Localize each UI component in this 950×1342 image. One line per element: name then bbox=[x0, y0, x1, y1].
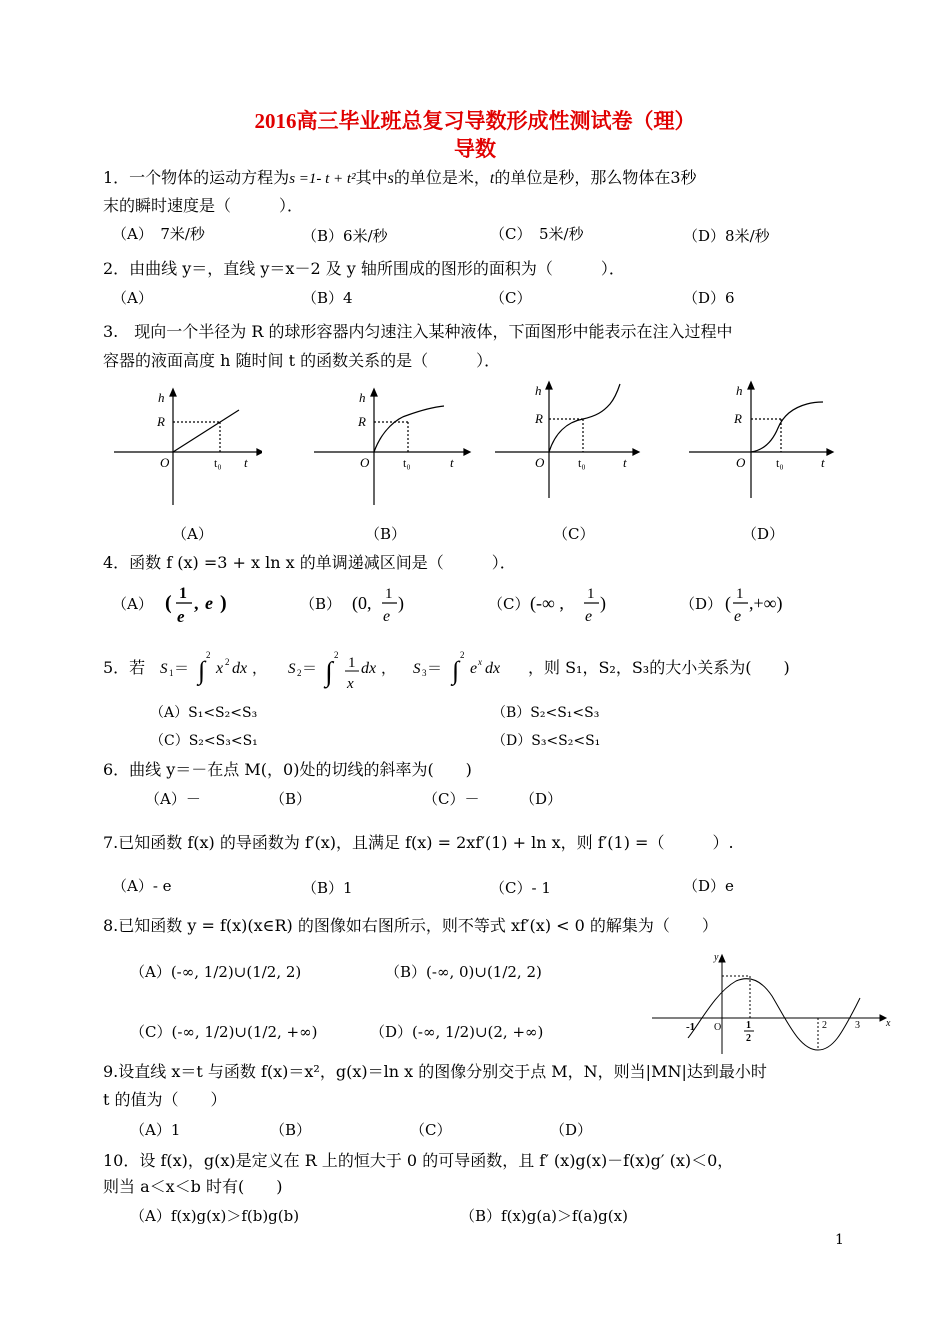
tick-neg1: -1 bbox=[686, 1021, 696, 1033]
q3-option-c: （C） bbox=[553, 525, 595, 543]
q2-option-c: （C） bbox=[490, 289, 532, 307]
svg-text:e: e bbox=[177, 607, 185, 626]
r-label: R bbox=[157, 414, 165, 429]
question-1-text: 1．一个物体的运动方程为s =1- t + t²其中s的单位是米，t的单位是秒，那么物体在3秒 bbox=[103, 168, 697, 187]
question-6-text: 6．曲线 y＝－在点 M(，0)处的切线的斜率为( ) bbox=[103, 760, 472, 779]
q9-option-d: （D） bbox=[550, 1121, 593, 1139]
t0-label: t₀ bbox=[403, 456, 411, 470]
svg-text:x: x bbox=[347, 676, 354, 692]
svg-text:∫: ∫ bbox=[452, 656, 460, 685]
page-number: 1 bbox=[835, 1232, 844, 1248]
question-3-line1: 3. 现向一个半径为 R 的球形容器内匀速注入某种液体，下面图形中能表示在注入过程中 bbox=[103, 322, 733, 341]
q7-option-a: （A）- e bbox=[112, 877, 172, 895]
page-title: 2016高三毕业班总复习导数形成性测试卷（理） bbox=[254, 109, 696, 133]
svg-text:1: 1 bbox=[736, 586, 744, 602]
q4-option-c-label: （C） bbox=[488, 595, 530, 613]
q9-option-b: （B） bbox=[270, 1121, 312, 1139]
t-label: t bbox=[623, 455, 627, 470]
svg-text:∫: ∫ bbox=[325, 657, 333, 688]
h-label: h bbox=[535, 383, 542, 398]
q7-option-b: （B）1 bbox=[302, 879, 353, 897]
svg-text:e: e bbox=[585, 608, 593, 625]
svg-text:1: 1 bbox=[169, 668, 174, 678]
svg-text:e: e bbox=[383, 608, 391, 625]
svg-text:2: 2 bbox=[334, 650, 339, 660]
page-subtitle: 导数 bbox=[454, 137, 496, 161]
q5-option-d: （D）S₃<S₂<S₁ bbox=[492, 733, 601, 749]
q4-option-b-label: （B） bbox=[300, 595, 342, 613]
svg-text:(0,: (0, bbox=[352, 593, 372, 613]
y-axis-label: y bbox=[714, 952, 719, 963]
svg-text:dx: dx bbox=[361, 660, 377, 677]
svg-text:，: ， bbox=[381, 661, 397, 677]
h-label: h bbox=[359, 390, 366, 405]
svg-text:dx: dx bbox=[485, 660, 501, 677]
svg-text:,+∞): ,+∞) bbox=[749, 593, 783, 613]
q5-integrals bbox=[160, 645, 505, 695]
q8-option-d: （D）(-∞, 1/2)∪(2, +∞) bbox=[370, 1023, 544, 1041]
svg-text:e: e bbox=[205, 593, 213, 613]
graph-d bbox=[687, 378, 837, 503]
q6-option-a: （A）－ bbox=[145, 790, 201, 808]
question-9-line2: t 的值为（ ） bbox=[103, 1090, 227, 1109]
svg-text:1: 1 bbox=[179, 585, 187, 602]
svg-text:e: e bbox=[734, 608, 742, 625]
origin-label: O bbox=[535, 455, 545, 470]
q9-option-c: （C） bbox=[410, 1121, 452, 1139]
q4-option-b-math bbox=[352, 580, 422, 628]
q4-option-a-math bbox=[165, 580, 245, 628]
svg-text:3: 3 bbox=[422, 668, 427, 678]
t0-label: t₀ bbox=[776, 456, 784, 470]
origin-label: O bbox=[360, 455, 370, 470]
q6-option-c: （C）－ bbox=[423, 790, 480, 808]
svg-text:2: 2 bbox=[225, 657, 230, 667]
q1-option-c: （C） 5米/秒 bbox=[490, 225, 584, 243]
q4-option-d-label: （D） bbox=[680, 595, 723, 613]
svg-text:∫: ∫ bbox=[198, 656, 206, 685]
svg-text:): ) bbox=[398, 593, 404, 613]
graph-a bbox=[112, 385, 262, 510]
svg-text:x: x bbox=[478, 657, 482, 667]
r-label: R bbox=[535, 411, 543, 426]
r-label: R bbox=[734, 411, 742, 426]
tick-3: 3 bbox=[855, 1020, 860, 1031]
question-10-line2: 则当 a＜x＜b 时有( ) bbox=[103, 1177, 283, 1196]
q8-option-b: （B）(-∞, 0)∪(1/2, 2) bbox=[385, 963, 542, 981]
question-5-suffix: ，则 S₁，S₂，S₃的大小关系为( ) bbox=[528, 658, 790, 677]
svg-text:2: 2 bbox=[460, 650, 465, 660]
q8-option-c: （C）(-∞, 1/2)∪(1/2, +∞) bbox=[130, 1023, 318, 1041]
x-axis-label: x bbox=[886, 1018, 891, 1029]
q3-option-b: （B） bbox=[365, 525, 407, 543]
q10-option-a: （A）f(x)g(x)＞f(b)g(b) bbox=[130, 1207, 300, 1225]
svg-text:2: 2 bbox=[297, 668, 302, 678]
question-3-line2: 容器的液面高度 h 随时间 t 的函数关系的是（ ）． bbox=[103, 351, 501, 370]
question-10-line1: 10．设 f(x)，g(x)是定义在 R 上的恒大于 0 的可导函数，且 f′ (x)g(x)－f(x)g′ (x)＜0， bbox=[103, 1151, 734, 1170]
q5-option-a: （A）S₁<S₂<S₃ bbox=[150, 705, 258, 721]
origin-label: O bbox=[736, 455, 746, 470]
svg-text:1: 1 bbox=[348, 655, 356, 671]
svg-text:＝: ＝ bbox=[427, 661, 443, 677]
graph-b bbox=[312, 385, 472, 510]
t-label: t bbox=[821, 455, 825, 470]
question-5-prefix: 5．若 bbox=[103, 658, 146, 677]
question-9-line1: 9.设直线 x＝t 与函数 f(x)＝x²，g(x)＝ln x 的图像分别交于点 M，N，则当|MN|达到最小时 bbox=[103, 1062, 767, 1081]
h-label: h bbox=[158, 390, 165, 405]
svg-text:dx: dx bbox=[232, 660, 248, 677]
svg-text:S: S bbox=[413, 661, 421, 677]
tick-half-num: 1 bbox=[746, 1020, 751, 1031]
t-label: t bbox=[244, 455, 248, 470]
question-1-line2: 末的瞬时速度是（ ）． bbox=[103, 196, 304, 215]
q8-option-a: （A）(-∞, 1/2)∪(1/2, 2) bbox=[130, 963, 302, 981]
origin-label: O bbox=[160, 455, 170, 470]
question-8-text: 8.已知函数 y = f(x)(x∈R) 的图像如右图所示，则不等式 xf′(x) < 0 的解集为（ ） bbox=[103, 916, 718, 935]
svg-text:＝: ＝ bbox=[302, 661, 318, 677]
svg-text:,: , bbox=[194, 593, 199, 613]
q5-option-b: （B）S₂<S₁<S₃ bbox=[492, 705, 600, 721]
t-label: t bbox=[450, 455, 454, 470]
q1-option-a: （A） 7米/秒 bbox=[112, 225, 205, 243]
q1-option-d: （D）8米/秒 bbox=[683, 227, 770, 245]
svg-text:1: 1 bbox=[385, 586, 393, 602]
tick-half-den: 2 bbox=[746, 1033, 751, 1044]
q3-option-d: （D） bbox=[742, 525, 785, 543]
svg-text:): ) bbox=[220, 592, 227, 614]
q10-option-b: （B）f(x)g(a)＞f(a)g(x) bbox=[460, 1207, 628, 1225]
svg-text:(: ( bbox=[165, 592, 172, 614]
svg-text:S: S bbox=[160, 661, 168, 677]
q6-option-d: （D） bbox=[520, 790, 563, 808]
svg-text:S: S bbox=[288, 661, 296, 677]
svg-text:(: ( bbox=[725, 593, 731, 613]
q1-option-b: （B）6米/秒 bbox=[302, 227, 388, 245]
svg-text:＝: ＝ bbox=[174, 661, 190, 677]
svg-text:e: e bbox=[470, 660, 478, 677]
svg-text:x: x bbox=[216, 660, 224, 677]
svg-text:1: 1 bbox=[587, 586, 595, 602]
q2-option-a: （A） bbox=[112, 289, 153, 307]
q9-option-a: （A）1 bbox=[130, 1121, 181, 1139]
h-label: h bbox=[736, 383, 743, 398]
t0-label: t₀ bbox=[214, 456, 222, 470]
question-4-text: 4．函数 f (x) =3 + x ln x 的单调递减区间是（ ）． bbox=[103, 553, 516, 572]
q6-option-b: （B） bbox=[270, 790, 312, 808]
tick-2: 2 bbox=[822, 1020, 827, 1031]
r-label: R bbox=[358, 414, 366, 429]
q7-option-c: （C）- 1 bbox=[490, 879, 551, 897]
svg-text:): ) bbox=[600, 593, 606, 613]
q4-option-c-math bbox=[530, 580, 615, 628]
svg-text:(-∞ ,: (-∞ , bbox=[530, 593, 564, 613]
question-2-text: 2．由曲线 y＝，直线 y＝x－2 及 y 轴所围成的图形的面积为（ ）． bbox=[103, 259, 625, 278]
q4-option-a-label: （A） bbox=[112, 595, 153, 613]
t0-label: t₀ bbox=[578, 456, 586, 470]
q5-option-c: （C）S₂<S₃<S₁ bbox=[150, 733, 258, 749]
svg-text:，: ， bbox=[252, 661, 268, 677]
q7-option-d: （D）e bbox=[683, 877, 734, 895]
q2-option-d: （D）6 bbox=[683, 289, 735, 307]
q4-option-d-math bbox=[725, 580, 805, 628]
question-7-text: 7.已知函数 f(x) 的导函数为 f′(x)，且满足 f(x) = 2xf′(1) + ln x，则 f′(1) =（ ）. bbox=[103, 833, 734, 852]
tick-origin: O bbox=[714, 1022, 722, 1033]
q2-option-b: （B）4 bbox=[302, 289, 353, 307]
q3-option-a: （A） bbox=[172, 525, 213, 543]
q8-function-graph bbox=[650, 948, 895, 1058]
graph-c bbox=[493, 378, 643, 503]
svg-text:2: 2 bbox=[206, 650, 211, 660]
